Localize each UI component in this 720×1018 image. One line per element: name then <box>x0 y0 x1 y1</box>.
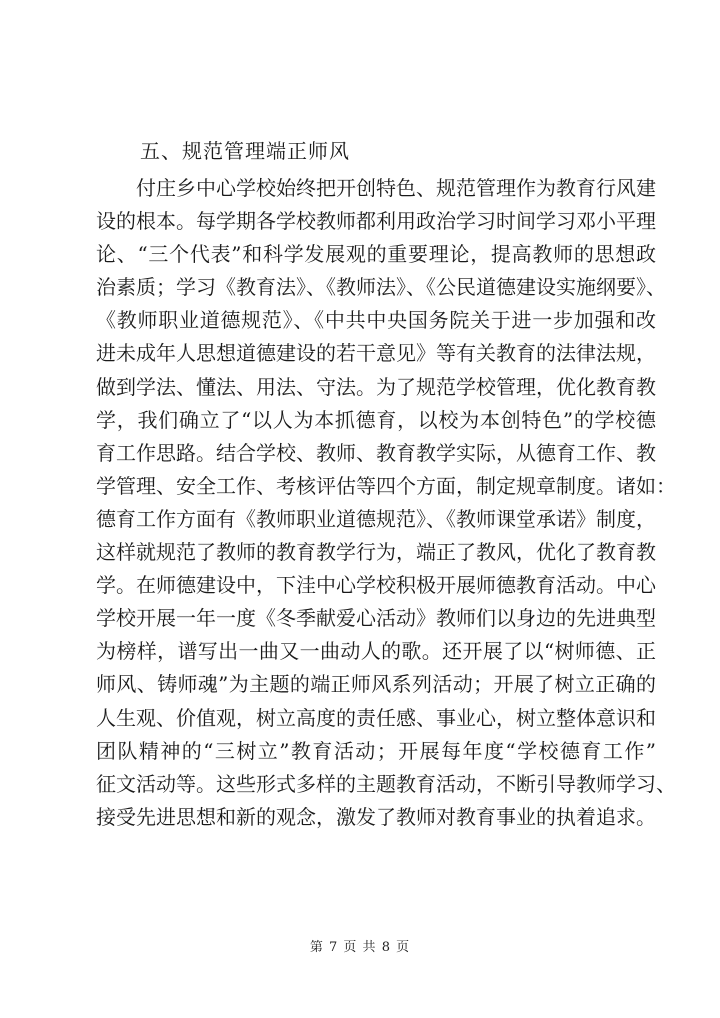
paragraph-line: 学，我们确立了“以人为本抓德育，以校为本创特色”的学校德 <box>96 407 656 432</box>
paragraph-line: 团队精神的“三树立”教育活动；开展每年度“学校德育工作” <box>96 738 656 763</box>
paragraph-line: 征文活动等。这些形式多样的主题教育活动，不断引导教师学习、 <box>96 771 676 796</box>
paragraph-line: 学管理、安全工作、考核评估等四个方面，制定规章制度。诸如： <box>96 473 676 498</box>
paragraph-line: 进未成年人思想道德建设的若干意见》等有关教育的法律法规， <box>96 341 656 366</box>
paragraph-line: 师风、铸师魂”为主题的端正师风系列活动；开展了树立正确的 <box>96 672 656 697</box>
paragraph-line: 设的根本。每学期各学校教师都利用政治学习时间学习邓小平理 <box>96 209 656 234</box>
page-number-footer: 第 7 页 共 8 页 <box>309 940 411 955</box>
paragraph-line: 付庄乡中心学校始终把开创特色、规范管理作为教育行风建 <box>136 176 656 200</box>
paragraph-line: 学校开展一年一度《冬季献爱心活动》教师们以身边的先进典型 <box>96 606 656 631</box>
paragraph-line: 学。在师德建设中，下洼中心学校积极开展师德教育活动。中心 <box>96 573 656 598</box>
paragraph-line: 为榜样，谱写出一曲又一曲动人的歌。还开展了以“树师德、正 <box>96 639 656 664</box>
paragraph-line: 论、“三个代表”和科学发展观的重要理论，提高教师的思想政 <box>96 242 656 267</box>
paragraph-line: 《教师职业道德规范》、《中共中央国务院关于进一步加强和改 <box>96 308 656 333</box>
paragraph-line: 德育工作方面有《教师职业道德规范》、《教师课堂承诺》制度， <box>96 506 656 531</box>
paragraph-line: 做到学法、懂法、用法、守法。为了规范学校管理，优化教育教 <box>96 374 656 399</box>
body-paragraph <box>96 172 676 834</box>
paragraph-line: 育工作思路。结合学校、教师、教育教学实际，从德育工作、教 <box>96 440 656 465</box>
paragraph-line: 接受先进思想和新的观念，激发了教师对教育事业的执着追求。 <box>96 804 656 829</box>
paragraph-line: 治素质；学习《教育法》、《教师法》、《公民道德建设实施纲要》、 <box>96 275 666 300</box>
section-heading: 五、规范管理端正师风 <box>140 139 350 163</box>
paragraph-line: 这样就规范了教师的教育教学行为，端正了教风，优化了教育教 <box>96 540 656 565</box>
paragraph-line: 人生观、价值观，树立高度的责任感、事业心，树立整体意识和 <box>96 705 656 730</box>
